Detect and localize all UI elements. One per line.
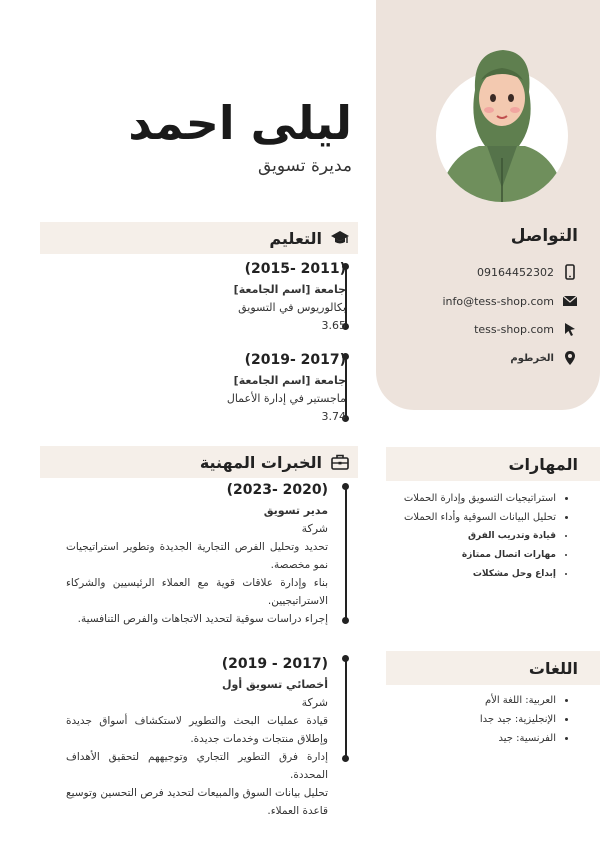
experience-duty: إدارة فرق التطوير التجاري وتوجيههم لتحقيق الأهداف المحددة. (66, 751, 328, 781)
cursor-icon (562, 321, 578, 337)
experience-entry (66, 482, 328, 628)
experience-entry (66, 656, 328, 820)
phone-icon (562, 264, 578, 280)
experience-company: شركة (301, 522, 328, 535)
language-item: • العربية: اللغة الأم (356, 691, 556, 710)
education-entry (76, 261, 346, 335)
education-years: (2017 -2019) (244, 352, 346, 368)
skills-title: المهارات (508, 454, 578, 474)
contact-phone (477, 264, 578, 280)
experience-role: مدير تسويق (263, 504, 328, 517)
contact-location (510, 350, 578, 366)
languages-title: اللغات (528, 658, 578, 678)
education-gpa: 3.74 (321, 410, 346, 423)
languages-header (386, 651, 600, 685)
timeline-dot (342, 483, 349, 490)
job-title: مديرة تسويق (257, 156, 352, 176)
profile-avatar (427, 28, 577, 206)
education-degree: بكالوريوس في التسويق (238, 301, 346, 314)
contact-location-text: الخرطوم (510, 352, 554, 364)
contact-website-text[interactable]: tess-shop.com (474, 322, 554, 336)
experience-duty: إجراء دراسات سوقية لتحديد الاتجاهات والفرص التنافسية. (77, 613, 328, 625)
education-header (40, 222, 358, 254)
skills-header (386, 447, 600, 481)
skill-item: • إبداع وحل مشكلات (356, 565, 556, 584)
language-item: • الإنجليزية: جيد جدا (356, 710, 556, 729)
timeline-line (345, 658, 347, 758)
education-years: (2011 -2015) (244, 261, 346, 277)
contact-email-text[interactable]: info@tess-shop.com (442, 294, 554, 308)
contact-website (474, 321, 578, 337)
timeline-dot (342, 617, 349, 624)
graduation-cap-icon (330, 228, 350, 248)
contact-phone-text[interactable]: 09164452302 (477, 265, 554, 279)
skill-item: • مهارات اتصال ممتازة (356, 546, 556, 565)
contact-title: التواصل (510, 226, 578, 246)
timeline-line (345, 486, 347, 620)
timeline-dot (342, 655, 349, 662)
experience-header (40, 446, 358, 478)
skills-list (356, 489, 570, 584)
education-gpa: 3.65 (321, 319, 346, 332)
experience-years: (2020 -2023) (226, 482, 328, 498)
timeline-dot (342, 755, 349, 762)
experience-role: أخصائي تسويق أول (221, 678, 328, 691)
language-item: • الفرنسية: جيد (356, 729, 556, 748)
person-name: ليلى احمد (128, 96, 352, 150)
experience-title: الخبرات المهنية (199, 452, 322, 472)
experience-company: شركة (301, 696, 328, 709)
education-university: جامعة [اسم الجامعة] (233, 374, 346, 387)
contact-email (442, 293, 578, 309)
experience-duty: بناء وإدارة علاقات قوية مع العملاء الرئيسيين والشركاء الاستراتيجيين. (66, 577, 328, 607)
skill-item: • استراتيجيات التسويق وإدارة الحملات (356, 489, 556, 508)
education-title: التعليم (269, 228, 322, 248)
experience-duty: تحديد وتحليل الفرص التجارية الجديدة وتطوير استراتيجيات نمو مخصصة. (66, 541, 328, 571)
education-university: جامعة [اسم الجامعة] (233, 283, 346, 296)
experience-duty: قيادة عمليات البحث والتطوير لاستكشاف أسواق جديدة وإطلاق منتجات وخدمات جديدة. (66, 715, 328, 745)
experience-duty: تحليل بيانات السوق والمبيعات لتحديد فرص التحسين وتوسيع قاعدة العملاء. (66, 787, 328, 817)
skill-item: • قيادة وتدريب الفرق (356, 527, 556, 546)
education-entry (76, 352, 346, 426)
experience-years: (2017 - 2019) (221, 656, 328, 672)
languages-list (356, 691, 570, 748)
email-icon (562, 293, 578, 309)
education-degree: ماجستير في إدارة الأعمال (226, 392, 346, 405)
skill-item: • تحليل البيانات السوقية وأداء الحملات (356, 508, 556, 527)
location-pin-icon (562, 350, 578, 366)
briefcase-icon (330, 452, 350, 472)
